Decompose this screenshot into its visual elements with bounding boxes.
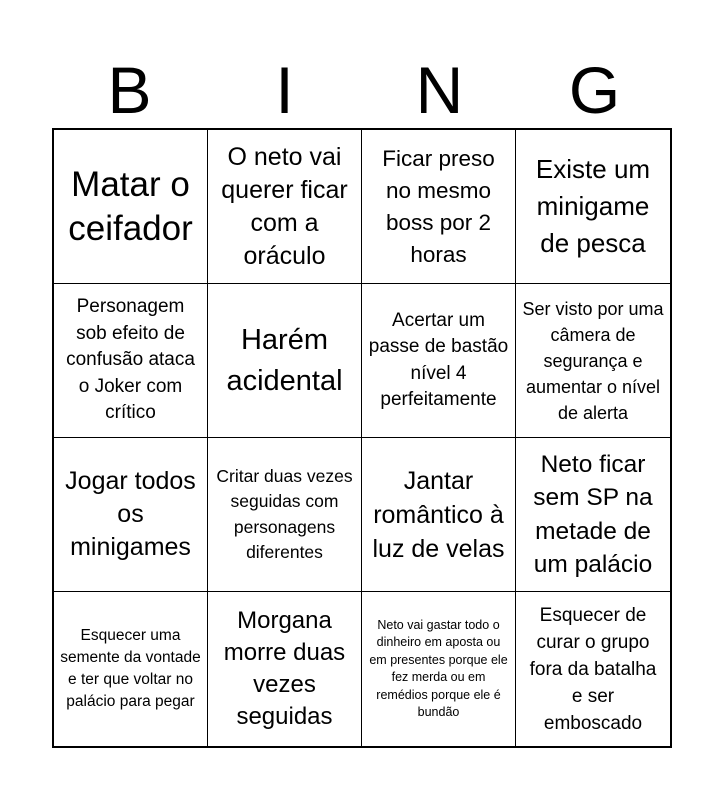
- bingo-cell[interactable]: [208, 438, 362, 592]
- cell-text: Critar duas vezes seguidas com personagens diferentes: [216, 465, 353, 562]
- bingo-cell[interactable]: [362, 130, 516, 284]
- bingo-cell[interactable]: [516, 438, 670, 592]
- bingo-cell[interactable]: [362, 284, 516, 438]
- cell-text: Jantar romântico à luz de velas: [372, 466, 505, 563]
- cell-text: Acertar um passe de bastão nível 4 perfeitamente: [368, 309, 509, 410]
- cell-text: Esquecer de curar o grupo fora da batalha e ser emboscado: [529, 604, 657, 734]
- bingo-cell[interactable]: [516, 592, 670, 746]
- bingo-cell[interactable]: [208, 130, 362, 284]
- cell-text: Morgana morre duas vezes seguidas: [223, 607, 346, 730]
- bingo-cell[interactable]: [54, 284, 208, 438]
- bingo-cell[interactable]: [208, 592, 362, 746]
- bingo-cell[interactable]: [516, 284, 670, 438]
- title-letter-i: I: [275, 53, 294, 127]
- title-letter-n: N: [415, 53, 464, 127]
- title-letter-b: B: [107, 53, 152, 127]
- cell-text: Existe um minigame de pesca: [535, 154, 651, 258]
- cell-text: Jogar todos os minigames: [65, 467, 196, 561]
- cell-text: Ser visto por uma câmera de segurança e aumentar o nível de alerta: [522, 298, 664, 423]
- bingo-cell[interactable]: [362, 438, 516, 592]
- cell-text: Matar o ceifador: [68, 164, 193, 248]
- bingo-cell[interactable]: [208, 284, 362, 438]
- bingo-cell[interactable]: [54, 592, 208, 746]
- bingo-cell[interactable]: [54, 130, 208, 284]
- bingo-cell[interactable]: [516, 130, 670, 284]
- cell-text: Neto ficar sem SP na metade de um palácio: [533, 450, 653, 578]
- bingo-title: [52, 52, 672, 128]
- cell-text: Neto vai gastar todo o dinheiro em aposta ou em presentes porque ele fez merda ou em remédios porque ele é bundão: [369, 617, 508, 719]
- cell-text: O neto vai querer ficar com a oráculo: [221, 142, 348, 270]
- bingo-cell[interactable]: [362, 592, 516, 746]
- cell-text: Personagem sob efeito de confusão ataca o Joker com crítico: [66, 296, 195, 424]
- cell-text: Harém acidental: [226, 323, 343, 397]
- title-letter-g: G: [568, 53, 621, 127]
- cell-text: Esquecer uma semente da vontade e ter que voltar no palácio para pegar: [60, 627, 201, 710]
- bingo-card-grid: [52, 128, 672, 748]
- cell-text: Ficar preso no mesmo boss por 2 horas: [382, 145, 495, 267]
- bingo-cell[interactable]: [54, 438, 208, 592]
